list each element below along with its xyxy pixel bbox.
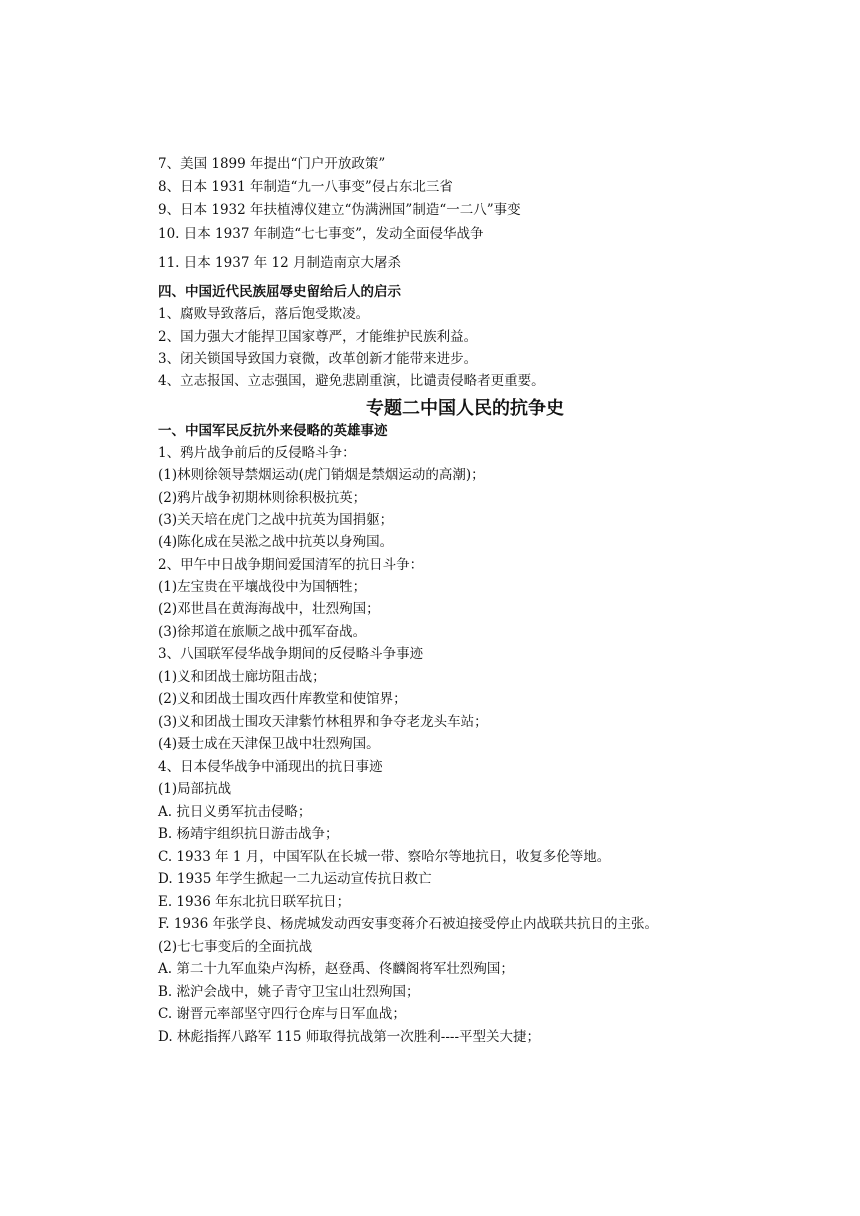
list-item: (3)义和团战士围攻天津紫竹林租界和争夺老龙头车站； <box>158 714 488 730</box>
list-item: F. 1936 年张学良、杨虎城发动西安事变蒋介石被迫接受停止内战联共抗日的主张。 <box>158 916 658 932</box>
list-item: 3、八国联军侵华战争期间的反侵略斗争事迹 <box>158 646 424 662</box>
list-item: (2)义和团战士围攻西什库教堂和使馆界； <box>158 691 407 707</box>
list-item: C. 1933 年 1 月，中国军队在长城一带、察哈尔等地抗日，收复多伦等地。 <box>158 849 611 865</box>
list-item: E. 1936 年东北抗日联军抗日； <box>158 894 351 910</box>
list-item: 11. 日本 1937 年 12 月制造南京大屠杀 <box>158 255 401 271</box>
list-item: A. 第二十九军血染卢沟桥，赵登禹、佟麟阁将军壮烈殉国； <box>158 961 514 977</box>
list-item: B. 淞沪会战中，姚子青守卫宝山壮烈殉国； <box>158 984 420 1000</box>
list-item: 2、甲午中日战争期间爱国清军的抗日斗争： <box>158 557 424 573</box>
list-item: (1)局部抗战 <box>158 781 232 797</box>
list-item: (4)聂士成在天津保卫战中壮烈殉国。 <box>158 736 380 752</box>
section-heading: 一、中国军民反抗外来侵略的英雄事迹 <box>158 423 388 439</box>
list-item: (4)陈化成在吴淞之战中抗英以身殉国。 <box>158 534 394 550</box>
list-item: C. 谢晋元率部坚守四行仓库与日军血战； <box>158 1006 406 1022</box>
list-item: 1、鸦片战争前后的反侵略斗争： <box>158 445 356 461</box>
list-item: (2)鸦片战争初期林则徐积极抗英； <box>158 490 367 506</box>
list-item: 8、日本 1931 年制造“九一八事变”侵占东北三省 <box>158 179 453 195</box>
list-item: (1)林则徐领导禁烟运动(虎门销烟是禁烟运动的高潮)； <box>158 467 485 483</box>
list-item: 1、腐败导致落后，落后饱受欺凌。 <box>158 306 370 322</box>
section-heading: 四、中国近代民族屈辱史留给后人的启示 <box>158 284 401 300</box>
list-item: 4、立志报国、立志强国，避免悲剧重演，比谴责侵略者更重要。 <box>158 373 545 389</box>
topic-title: 专题二中国人民的抗争史 <box>366 398 564 419</box>
list-item: (3)徐邦道在旅顺之战中孤军奋战。 <box>158 624 367 640</box>
list-item: (2)邓世昌在黄海海战中，壮烈殉国； <box>158 601 380 617</box>
list-item: 2、国力强大才能捍卫国家尊严，才能维护民族利益。 <box>158 329 478 345</box>
list-item: (1)义和团战士廊坊阻击战； <box>158 669 326 685</box>
list-item: A. 抗日义勇军抗击侵略； <box>158 804 312 820</box>
list-item: 3、闭关锁国导致国力衰微，改革创新才能带来进步。 <box>158 351 478 367</box>
list-item: B. 杨靖宇组织抗日游击战争； <box>158 826 339 842</box>
list-item: (2)七七事变后的全面抗战 <box>158 939 313 955</box>
list-item: 9、日本 1932 年扶植溥仪建立“伪满洲国”制造“一二八”事变 <box>158 202 521 218</box>
list-item: D. 林彪指挥八路军 115 师取得抗战第一次胜利----平型关大捷； <box>158 1029 541 1045</box>
list-item: 4、日本侵华战争中涌现出的抗日事迹 <box>158 759 383 775</box>
list-item: D. 1935 年学生掀起一二九运动宣传抗日救亡 <box>158 871 432 887</box>
list-item: (1)左宝贵在平壤战役中为国牺牲； <box>158 579 367 595</box>
list-item: 7、美国 1899 年提出“门户开放政策” <box>158 156 386 172</box>
list-item: 10. 日本 1937 年制造“七七事变”，发动全面侵华战争 <box>158 226 484 242</box>
list-item: (3)关天培在虎门之战中抗英为国捐躯； <box>158 512 394 528</box>
